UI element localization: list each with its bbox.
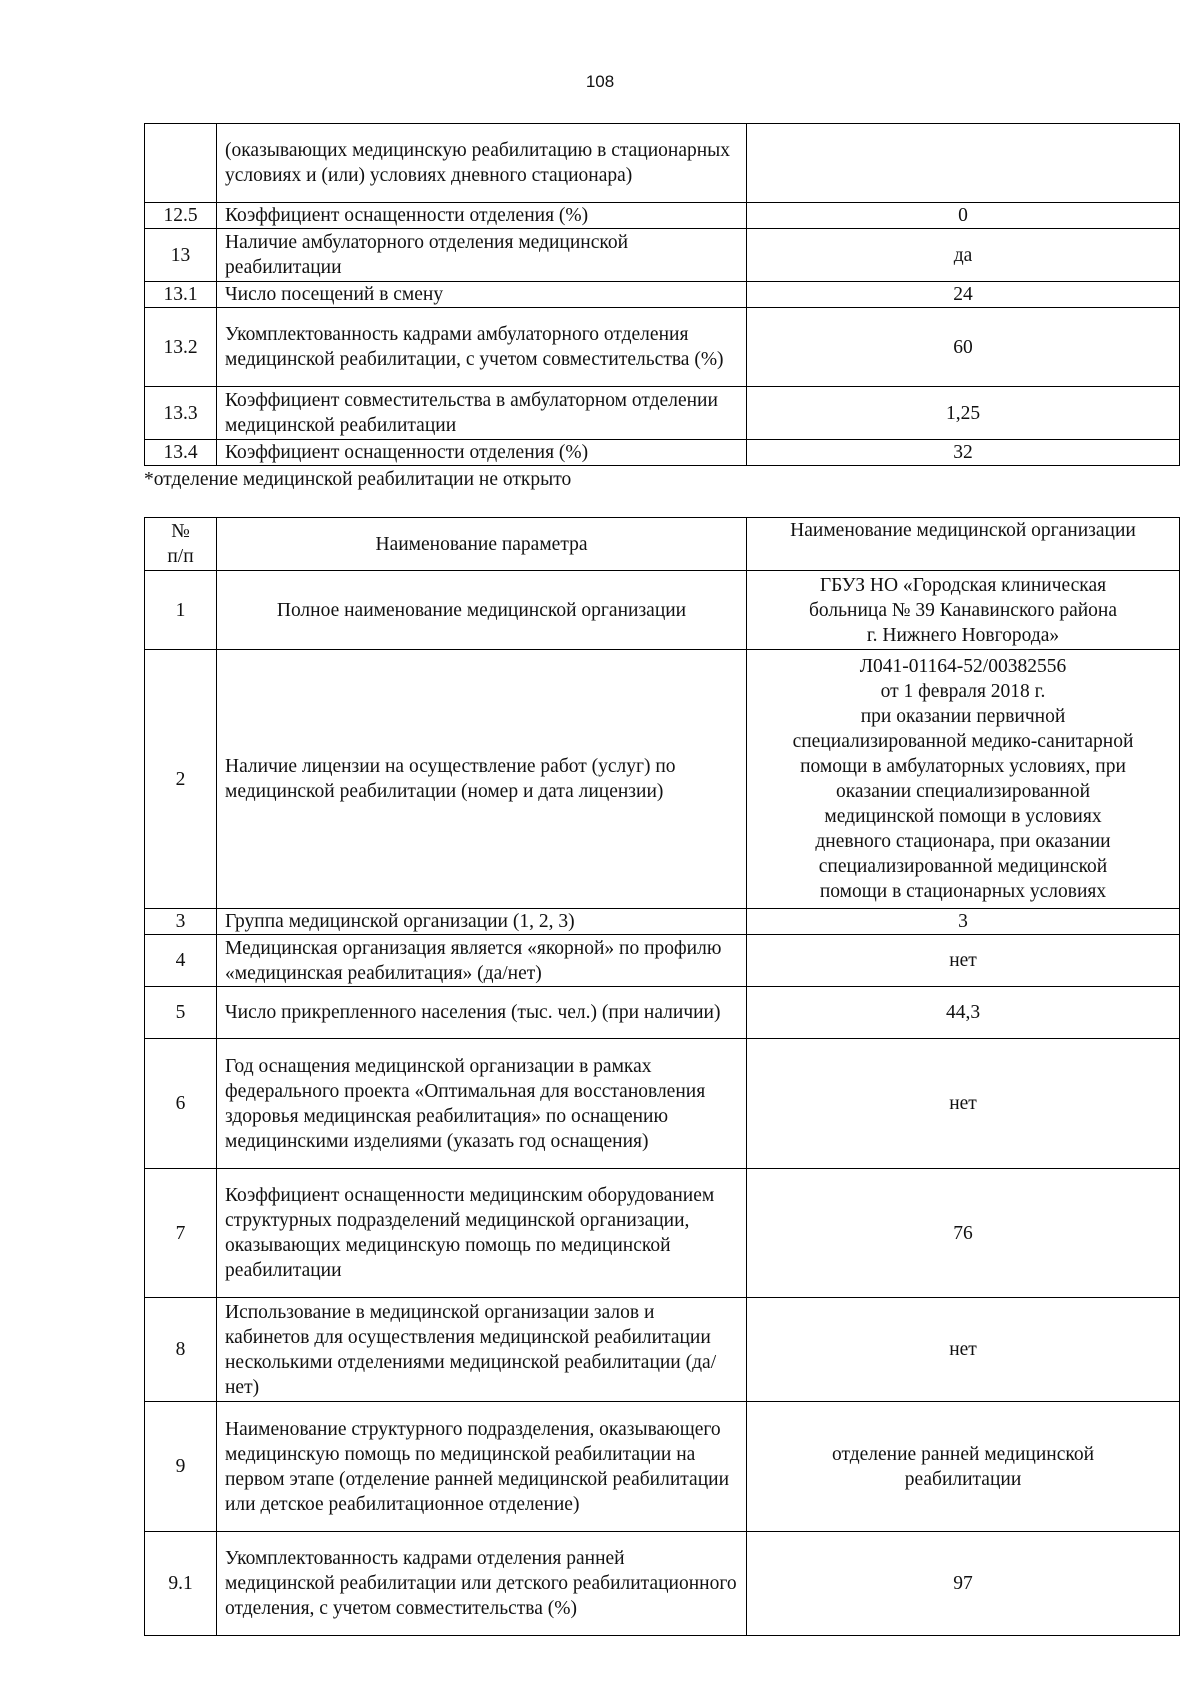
table-row [145, 1298, 1180, 1402]
value-line: специализированной медицинской [818, 856, 1108, 877]
value-line: специализированной медико-санитарной [792, 731, 1134, 752]
row-parameter: Число посещений в смену [217, 282, 747, 308]
value-line: дневного стационара, при оказании [815, 831, 1111, 852]
header-number [145, 518, 217, 571]
row-number: 13.3 [145, 387, 217, 440]
row-number: 13 [145, 229, 217, 282]
table-row [145, 1402, 1180, 1532]
row-parameter: Использование в медицинской организации залов и кабинетов для осуществления медицинской реабилитации несколькими отделениями медицинской реабилитации (да/нет) [217, 1298, 747, 1402]
header-number-line1: № [171, 521, 190, 542]
row-value: 97 [747, 1532, 1180, 1636]
table-row [145, 987, 1180, 1039]
row-value: 44,3 [747, 987, 1180, 1039]
row-number: 13.2 [145, 308, 217, 387]
table-row [145, 571, 1180, 650]
row-parameter: Укомплектованность кадрами амбулаторного отделения медицинской реабилитации, с учетом совместительства (%) [217, 308, 747, 387]
table-row [145, 229, 1180, 282]
row-parameter: Медицинская организация является «якорной» по профилю «медицинская реабилитация» (да/нет) [217, 935, 747, 987]
table-row [145, 387, 1180, 440]
table-row [145, 1039, 1180, 1169]
row-number [145, 124, 217, 203]
table-row [145, 1532, 1180, 1636]
row-value: 60 [747, 308, 1180, 387]
table-header-row [145, 518, 1180, 571]
row-value [747, 650, 1180, 909]
row-number: 1 [145, 571, 217, 650]
row-value: 1,25 [747, 387, 1180, 440]
value-line: оказании специализированной [835, 781, 1091, 802]
row-number: 7 [145, 1169, 217, 1298]
value-line: при оказании первичной [860, 706, 1066, 727]
row-value: 3 [747, 909, 1180, 935]
row-number: 5 [145, 987, 217, 1039]
table-row [145, 650, 1180, 909]
row-number: 12.5 [145, 203, 217, 229]
table-row [145, 308, 1180, 387]
row-value: 24 [747, 282, 1180, 308]
row-parameter: Группа медицинской организации (1, 2, 3) [217, 909, 747, 935]
row-number: 6 [145, 1039, 217, 1169]
row-number: 13.4 [145, 440, 217, 466]
row-value: 76 [747, 1169, 1180, 1298]
value-line: Л041-01164-52/00382556 [859, 656, 1067, 677]
row-parameter: Наличие лицензии на осуществление работ (услуг) по медицинской реабилитации (номер и дата лицензии) [217, 650, 747, 909]
table-row [145, 203, 1180, 229]
row-number: 3 [145, 909, 217, 935]
row-parameter: Наличие амбулаторного отделения медицинской реабилитации [217, 229, 747, 282]
row-number: 2 [145, 650, 217, 909]
row-value [747, 1402, 1180, 1532]
row-number: 9.1 [145, 1532, 217, 1636]
row-parameter: Коэффициент оснащенности отделения (%) [217, 440, 747, 466]
header-number-line2: п/п [167, 546, 194, 567]
footnote: *отделение медицинской реабилитации не открыто [144, 469, 572, 490]
row-number: 4 [145, 935, 217, 987]
parameters-table [144, 517, 1180, 1636]
table-row [145, 282, 1180, 308]
table-row [145, 935, 1180, 987]
row-parameter: Год оснащения медицинской организации в рамках федерального проекта «Оптимальная для восстановления здоровья медицинская реабилитация» по оснащению медицинскими изделиями (указать год оснащения) [217, 1039, 747, 1169]
row-value: нет [747, 1298, 1180, 1402]
value-line: помощи в амбулаторных условиях, при [800, 756, 1126, 777]
row-value: 32 [747, 440, 1180, 466]
header-parameter: Наименование параметра [217, 518, 747, 571]
row-parameter: Укомплектованность кадрами отделения ранней медицинской реабилитации или детского реабилитационного отделения, с учетом совместительства (%) [217, 1532, 747, 1636]
header-organization: Наименование медицинской организации [747, 518, 1180, 571]
row-number: 13.1 [145, 282, 217, 308]
row-parameter: Коэффициент совместительства в амбулаторном отделении медицинской реабилитации [217, 387, 747, 440]
value-line: от 1 февраля 2018 г. [880, 681, 1046, 702]
row-parameter: Коэффициент оснащенности медицинским оборудованием структурных подразделений медицинской организации, оказывающих медицинскую помощь по медицинской реабилитации [217, 1169, 747, 1298]
value-line: больница № 39 Канавинского района [808, 599, 1117, 621]
row-parameter: Число прикрепленного населения (тыс. чел.) (при наличии) [217, 987, 747, 1039]
table-row [145, 1169, 1180, 1298]
row-number: 9 [145, 1402, 217, 1532]
value-line: ГБУЗ НО «Городская клиническая [819, 574, 1107, 596]
value-line: г. Нижнего Новгорода» [866, 624, 1060, 646]
row-value: нет [747, 1039, 1180, 1169]
row-value: нет [747, 935, 1180, 987]
row-number: 8 [145, 1298, 217, 1402]
table-row [145, 124, 1180, 203]
page-number: 108 [585, 72, 615, 91]
row-parameter: Полное наименование медицинской организации [217, 571, 747, 650]
value-line: медицинской помощи в условиях [824, 806, 1102, 827]
value-line: реабилитации [904, 1468, 1022, 1490]
row-value [747, 571, 1180, 650]
row-value [747, 124, 1180, 203]
row-parameter: (оказывающих медицинскую реабилитацию в стационарных условиях и (или) условиях дневного стационара) [217, 124, 747, 203]
value-line: помощи в стационарных условиях [819, 881, 1107, 902]
table-row [145, 909, 1180, 935]
parameters-table-continuation [144, 123, 1180, 466]
row-parameter: Наименование структурного подразделения, оказывающего медицинскую помощь по медицинской реабилитации на первом этапе (отделение ранней медицинской реабилитации или детское реабилитационное отделение) [217, 1402, 747, 1532]
row-value: да [747, 229, 1180, 282]
row-value: 0 [747, 203, 1180, 229]
row-parameter: Коэффициент оснащенности отделения (%) [217, 203, 747, 229]
table-row [145, 440, 1180, 466]
value-line: отделение ранней медицинской [831, 1443, 1095, 1465]
